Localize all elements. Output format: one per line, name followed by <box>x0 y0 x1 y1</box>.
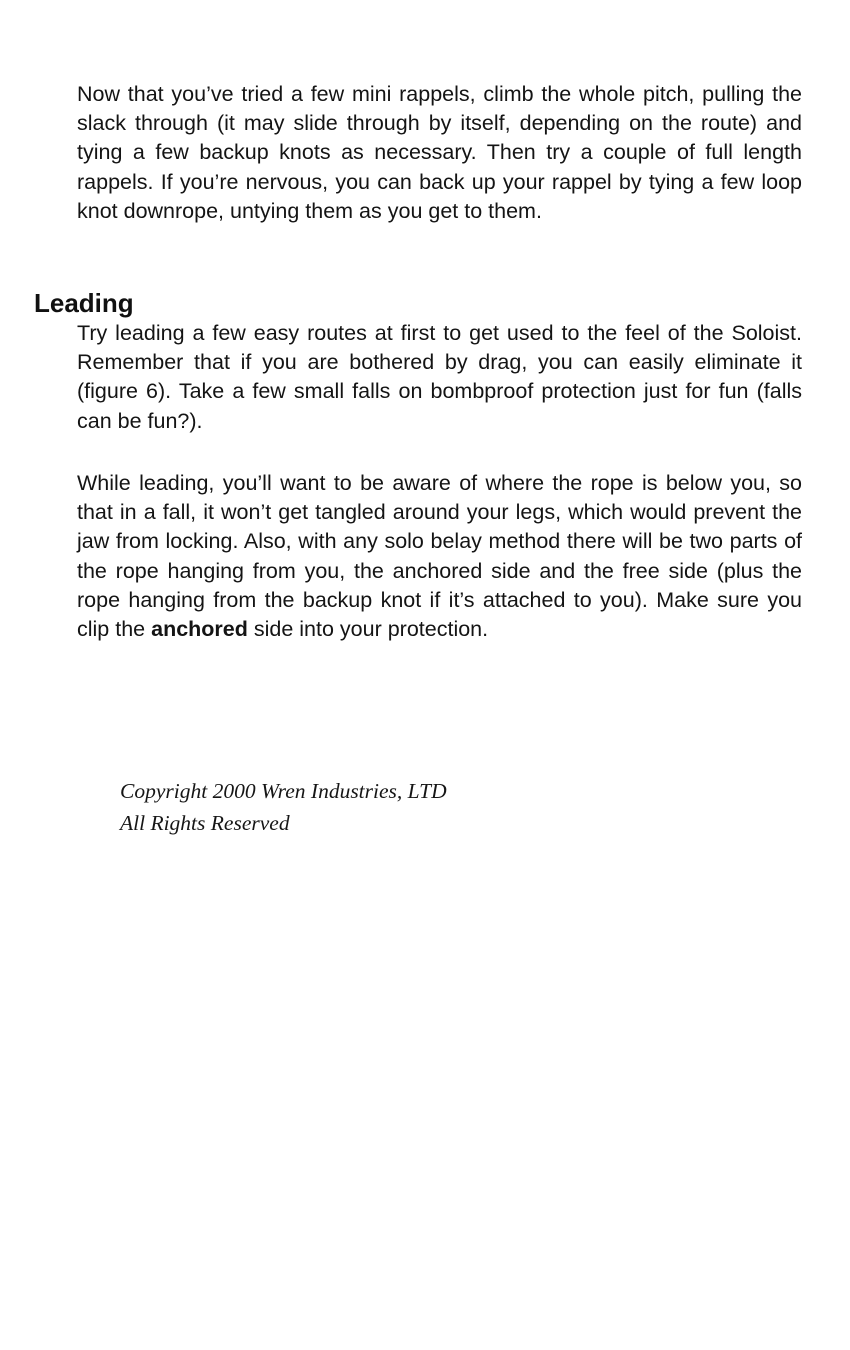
copyright-notice <box>120 775 447 839</box>
section-heading-leading: Leading <box>34 288 134 318</box>
leading-rope-text-after: side into your protection. <box>247 617 489 642</box>
leading-rope-paragraph <box>77 469 802 644</box>
rappel-paragraph: Now that you’ve tried a few mini rappels, climb the whole pitch, pulling the slack through (it may slide through by itself, depending on the route) and tying a few backup knots as necessary. Then try a couple of full length rappels. If you’re nervous, you can back up your rappel by tying a few loop knot downrope, untying them as you get to them. <box>77 82 802 223</box>
leading-rope-text-before: While leading, you’ll want to be aware of where the rope is below you, so that in a fall, it won’t get tangled around your legs, which would prevent the jaw from locking. Also, with any solo belay method there will be two parts of the rope hanging from you, the anchored side and the free side (plus the rope hanging from the backup knot if it’s attached to you). Make sure you clip the <box>77 471 802 642</box>
anchored-emphasis: anchored <box>151 617 248 642</box>
leading-intro-paragraph: Try leading a few easy routes at first to get used to the feel of the Soloist. Remember that if you are bothered by drag, you can easily eliminate it (figure 6). Take a few small falls on bombproof protection just for fun (falls can be fun?). <box>77 321 802 433</box>
rights-reserved-line: All Rights Reserved <box>120 811 290 835</box>
copyright-line: Copyright 2000 Wren Industries, LTD <box>120 779 447 803</box>
